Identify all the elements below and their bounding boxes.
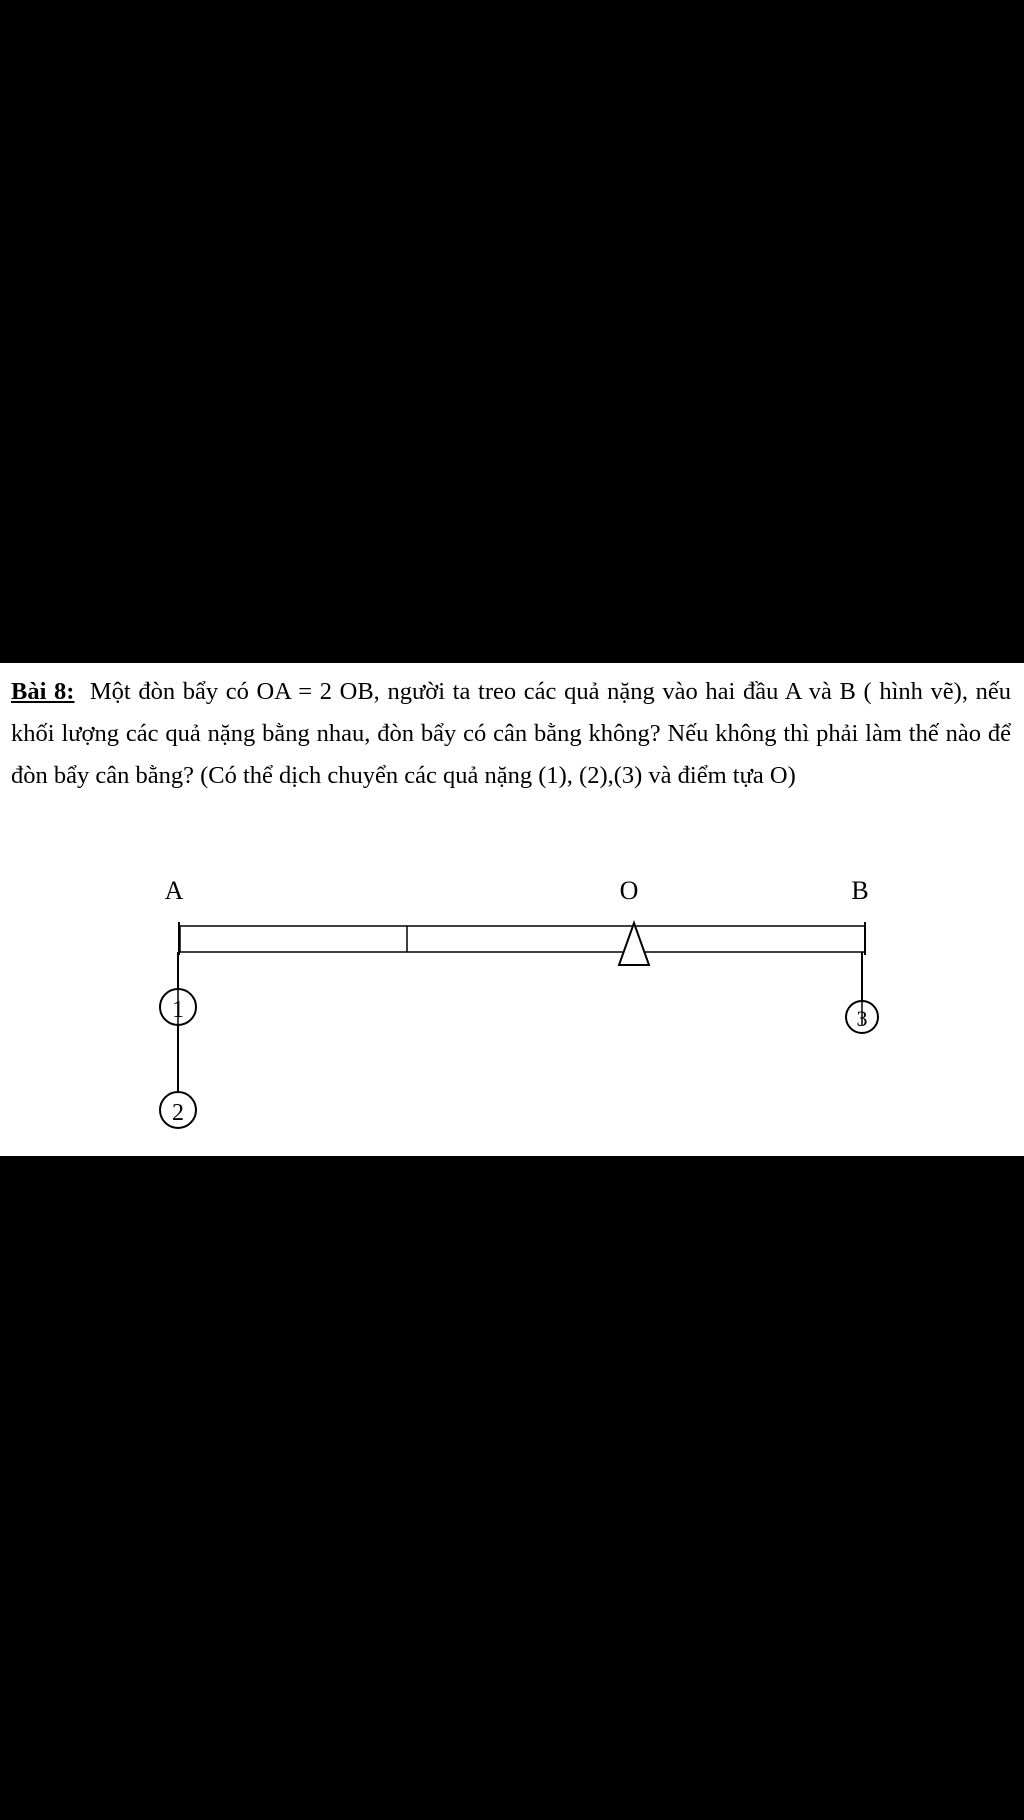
problem-text: Một đòn bẩy có OA = 2 OB, người ta treo các quả nặng vào hai đầu A và B ( hình vẽ), nếu khối lượng các quả nặng bằng nhau, đòn bẩy có cân bằng không? Nếu không thì phải làm thế nào để đòn bẩy cân bằng? (Có thể dịch chuyển các quả nặng (1), (2),(3) và điểm tựa O) <box>11 678 1012 789</box>
problem-label: Bài 8: <box>11 678 75 705</box>
problem-sheet <box>0 663 1024 1156</box>
label-o: O <box>619 876 639 905</box>
label-b: B <box>851 876 869 905</box>
label-a: A <box>164 876 184 905</box>
lever-diagram <box>0 663 1024 1156</box>
lever-bar <box>180 926 865 952</box>
fulcrum <box>619 923 649 965</box>
weight-2-number: 2 <box>172 1100 184 1126</box>
weight-1-number: 1 <box>172 997 184 1023</box>
weight-3-number: 3 <box>856 1006 868 1031</box>
